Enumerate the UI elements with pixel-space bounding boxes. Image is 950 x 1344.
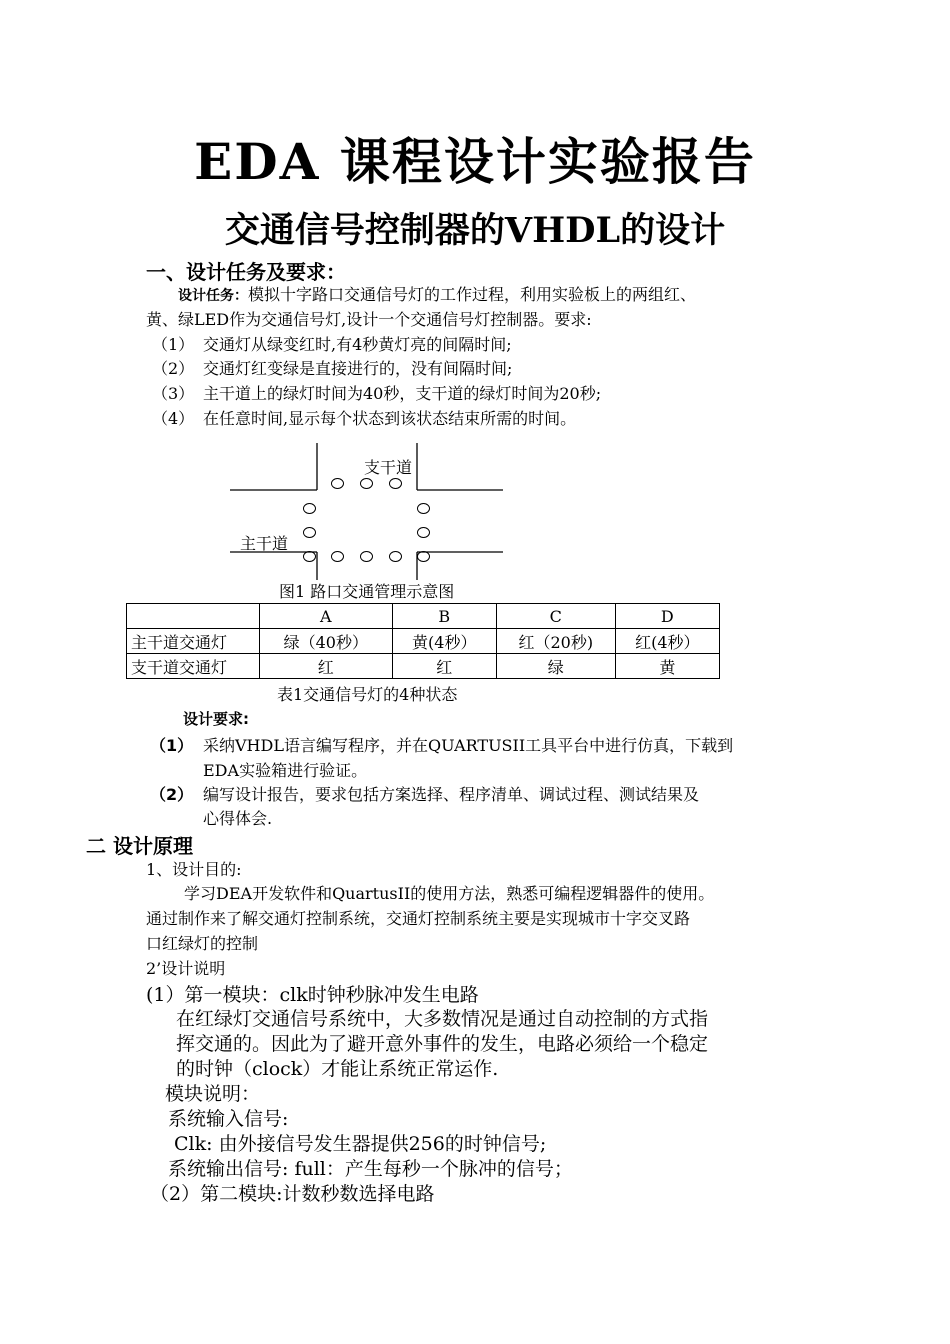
requirement-text: 在任意时间,显示每个状态到该状态结束所需的时间。 <box>203 409 577 428</box>
requirement-text: 交通灯从绿变红时,有4秒黄灯亮的间隔时间; <box>203 335 512 354</box>
requirement-number: （4） <box>152 409 195 428</box>
main-road-label: 主干道 <box>240 534 289 553</box>
design-req-number: （1） <box>150 736 194 755</box>
signal-light-icon <box>303 551 316 562</box>
signal-light-icon <box>331 478 344 489</box>
module1-paragraph-line2: 挥交通的。因此为了避开意外事件的发生，电路必须给一个稳定 <box>176 1033 709 1055</box>
purpose-text-line1: 学习DEA开发软件和QuartusII的使用方法，熟悉可编程逻辑器件的使用。 <box>184 884 715 903</box>
module1-paragraph-line3: 的时钟（clock）才能让系统正常运作. <box>176 1058 499 1080</box>
table-cell: 主干道交通灯 <box>127 629 260 654</box>
design-req-text: 采纳VHDL语言编写程序，并在QUARTUSII工具平台中进行仿真，下载到 <box>203 736 734 755</box>
document-subtitle: 交通信号控制器的VHDL的设计 <box>224 210 726 251</box>
signal-light-icon <box>360 551 373 562</box>
system-output-description: 系统输出信号: full：产生每秒一个脉冲的信号； <box>168 1158 573 1180</box>
design-req-number: （2） <box>150 785 194 804</box>
table-header-cell <box>127 604 260 629</box>
module1-title: (1）第一模块：clk时钟秒脉冲发生电路 <box>146 984 479 1006</box>
requirement-item <box>152 381 194 404</box>
section2-heading: 二 设计原理 <box>86 834 193 858</box>
signal-light-icon <box>389 478 402 489</box>
table-cell: 绿（40秒） <box>260 629 393 654</box>
requirement-item <box>152 332 194 355</box>
table-header-cell: B <box>392 604 496 629</box>
table-cell: 红（20秒) <box>496 629 615 654</box>
signal-light-icon <box>360 478 373 489</box>
table-header-cell: A <box>260 604 393 629</box>
table-header-row <box>127 604 720 629</box>
table-cell: 红(4秒） <box>615 629 719 654</box>
task-text-line1: 模拟十字路口交通信号灯的工作过程，利用实验板上的两组红、 <box>248 285 697 304</box>
table-cell: 黄(4秒） <box>392 629 496 654</box>
traffic-state-table <box>126 603 720 679</box>
table-cell: 支干道交通灯 <box>127 654 260 679</box>
system-input-label: 系统输入信号: <box>168 1108 289 1130</box>
purpose-label: 1、设计目的: <box>146 860 242 879</box>
table-cell: 黄 <box>615 654 719 679</box>
branch-road-label: 支干道 <box>364 458 413 477</box>
requirement-item <box>152 356 194 379</box>
table-cell: 红 <box>260 654 393 679</box>
signal-light-icon <box>303 527 316 538</box>
task-paragraph-line1 <box>178 282 696 305</box>
document-title: EDA 课程设计实验报告 <box>194 132 756 191</box>
figure-caption: 图1 路口交通管理示意图 <box>279 582 455 601</box>
design-description-label: 2’设计说明 <box>146 959 226 978</box>
signal-light-icon <box>417 527 430 538</box>
requirement-text: 交通灯红变绿是直接进行的，没有间隔时间; <box>203 359 513 378</box>
table-row <box>127 629 720 654</box>
task-label: 设计任务： <box>178 288 248 304</box>
clk-description: Clk: 由外接信号发生器提供256的时钟信号; <box>174 1133 547 1155</box>
purpose-text-line3: 口红绿灯的控制 <box>146 934 259 953</box>
signal-light-icon <box>303 503 316 514</box>
requirement-item <box>152 406 194 429</box>
requirement-number: （3） <box>152 384 195 403</box>
design-req-text: 心得体会. <box>203 809 273 828</box>
module-description-label: 模块说明： <box>165 1083 261 1105</box>
module1-paragraph-line1: 在红绿灯交通信号系统中，大多数情况是通过自动控制的方式指 <box>176 1008 709 1030</box>
signal-light-icon <box>417 503 430 514</box>
table-header-cell: C <box>496 604 615 629</box>
requirement-number: （1） <box>152 335 195 354</box>
signal-light-icon <box>331 551 344 562</box>
table-caption: 表1交通信号灯的4种状态 <box>277 685 458 704</box>
module2-title: （2）第二模块:计数秒数选择电路 <box>150 1183 435 1205</box>
design-req-text: 编写设计报告，要求包括方案选择、程序清单、调试过程、测试结果及 <box>203 785 700 804</box>
task-paragraph-line2: 黄、绿LED作为交通信号灯,设计一个交通信号灯控制器。要求: <box>146 310 592 329</box>
requirement-number: （2） <box>152 359 195 378</box>
purpose-text-line2: 通过制作来了解交通灯控制系统，交通灯控制系统主要是实现城市十字交叉路 <box>146 909 691 928</box>
table-cell: 红 <box>392 654 496 679</box>
section1-heading: 一、设计任务及要求： <box>146 260 346 284</box>
signal-light-icon <box>417 551 430 562</box>
design-req-text: EDA实验箱进行验证。 <box>203 761 368 780</box>
design-requirements-label: 设计要求: <box>183 710 249 728</box>
requirement-text: 主干道上的绿灯时间为40秒，支干道的绿灯时间为20秒; <box>203 384 602 403</box>
table-cell: 绿 <box>496 654 615 679</box>
signal-light-icon <box>389 551 402 562</box>
table-header-cell: D <box>615 604 719 629</box>
table-row <box>127 654 720 679</box>
